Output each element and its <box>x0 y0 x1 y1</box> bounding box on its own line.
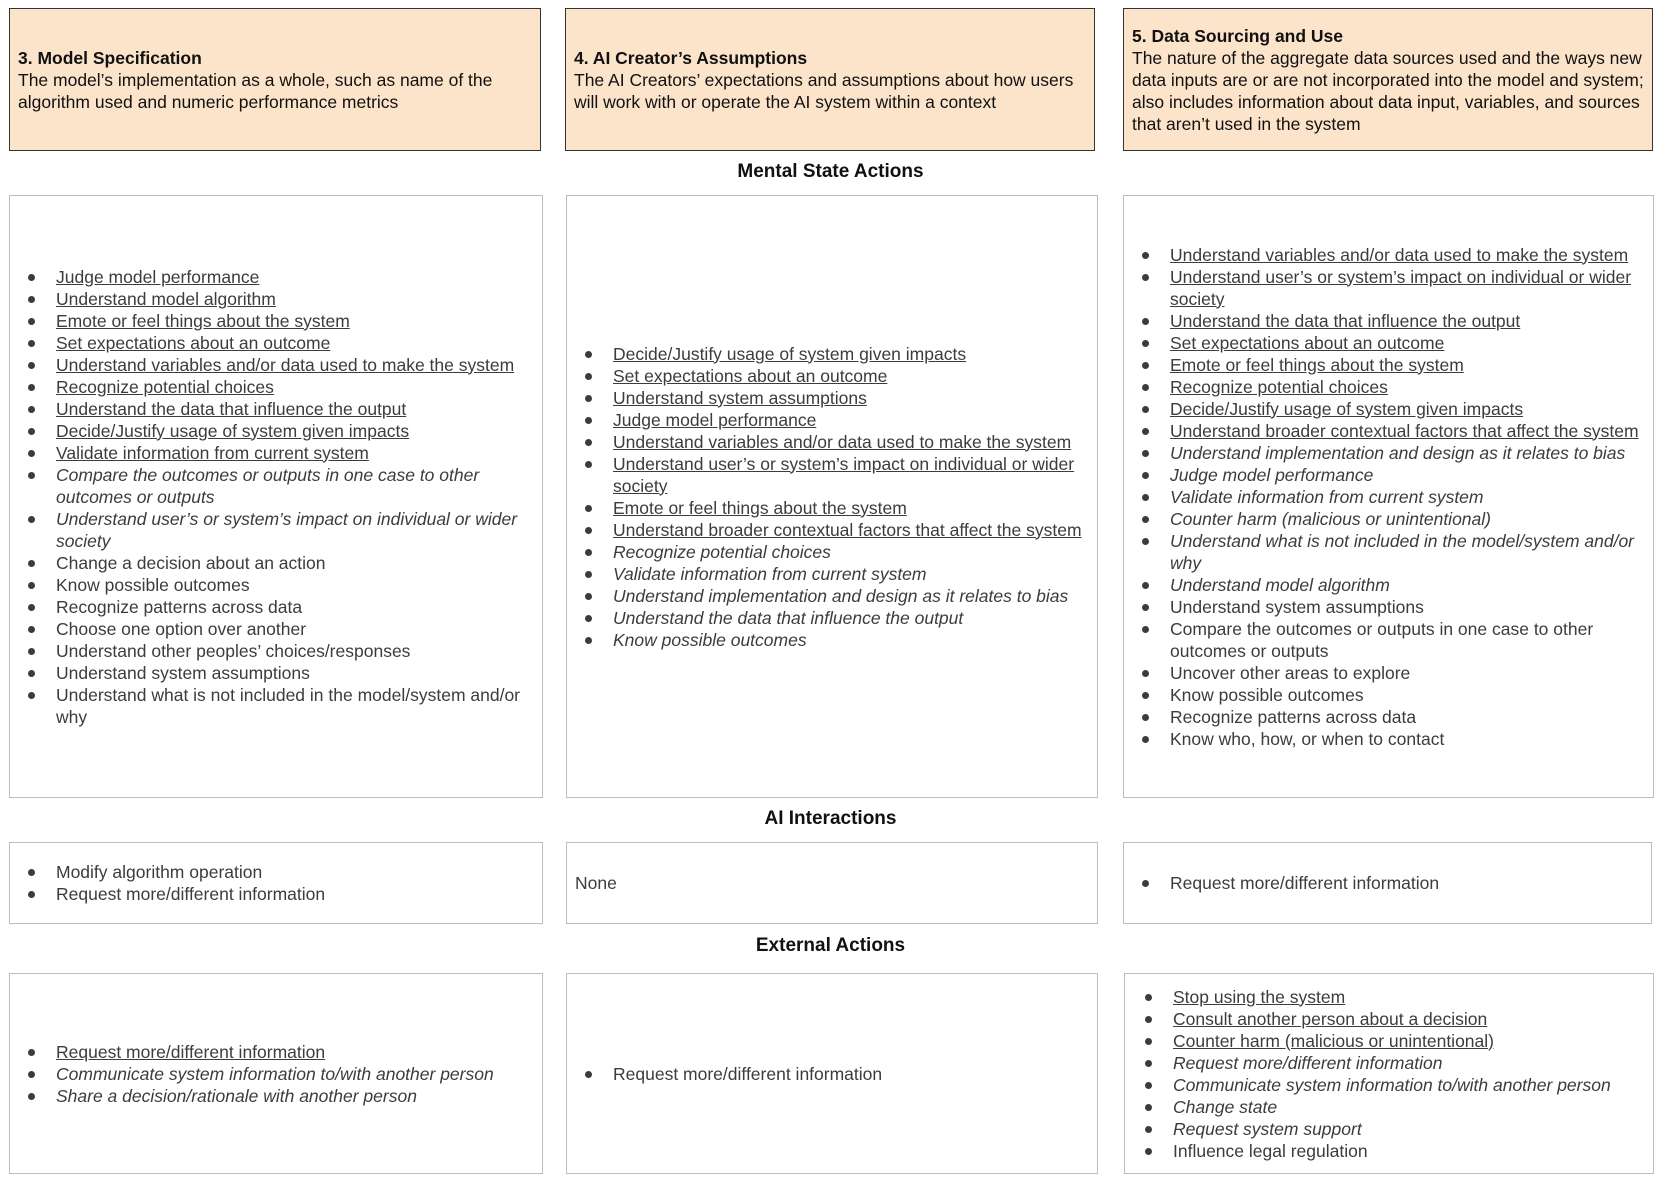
item-list <box>1138 244 1645 750</box>
list-item: Know possible outcomes <box>1138 684 1645 706</box>
list-item: Recognize patterns across data <box>1138 706 1645 728</box>
list-item: Communicate system information to/with another person <box>24 1063 534 1085</box>
ai-cell-model-specification <box>9 842 543 924</box>
list-item: Choose one option over another <box>24 618 534 640</box>
list-item: Share a decision/rationale with another person <box>24 1085 534 1107</box>
list-item: Uncover other areas to explore <box>1138 662 1645 684</box>
list-item: Change state <box>1141 1096 1651 1118</box>
list-item: Understand model algorithm <box>24 288 534 310</box>
list-item: Recognize potential choices <box>1138 376 1645 398</box>
item-list <box>581 1063 1089 1085</box>
list-item: Understand system assumptions <box>1138 596 1645 618</box>
list-item: Understand variables and/or data used to make the system <box>1138 244 1645 266</box>
list-item: Decide/Justify usage of system given impacts <box>24 420 534 442</box>
item-list <box>1138 872 1643 894</box>
list-item: Request more/different information <box>1141 1052 1651 1074</box>
header-ai-creator-assumptions <box>565 8 1095 151</box>
list-item: Recognize potential choices <box>581 541 1089 563</box>
item-list <box>581 343 1089 651</box>
mental-cell-model-specification <box>9 195 543 798</box>
mental-cell-ai-creator-assumptions <box>566 195 1098 798</box>
list-item: Request more/different information <box>24 1041 534 1063</box>
ai-cell-ai-creator-assumptions <box>566 842 1098 924</box>
list-item: Compare the outcomes or outputs in one case to other outcomes or outputs <box>1138 618 1645 662</box>
list-item: Know possible outcomes <box>581 629 1089 651</box>
header-data-sourcing-and-use <box>1123 8 1653 151</box>
list-item: Request more/different information <box>24 883 534 905</box>
list-item: Counter harm (malicious or unintentional) <box>1138 508 1645 530</box>
list-item: Decide/Justify usage of system given impacts <box>581 343 1089 365</box>
list-item: Communicate system information to/with another person <box>1141 1074 1651 1096</box>
list-item: Know who, how, or when to contact <box>1138 728 1645 750</box>
list-item: Understand the data that influence the output <box>24 398 534 420</box>
item-list <box>24 861 534 905</box>
list-item: Counter harm (malicious or unintentional) <box>1141 1030 1651 1052</box>
external-cell-ai-creator-assumptions <box>566 973 1098 1174</box>
list-item: Request system support <box>1141 1118 1651 1140</box>
list-item: Understand what is not included in the model/system and/or why <box>24 684 534 728</box>
header-title: 5. Data Sourcing and Use <box>1132 25 1344 46</box>
list-item: Understand user’s or system’s impact on individual or wider society <box>581 453 1089 497</box>
list-item: Understand system assumptions <box>24 662 534 684</box>
list-item: Set expectations about an outcome <box>24 332 534 354</box>
header-description: The AI Creators’ expectations and assumptions about how users will work with or operate the AI system within a context <box>574 69 1074 112</box>
item-list <box>1141 986 1651 1162</box>
header-title: 3. Model Specification <box>18 47 202 68</box>
list-item: Set expectations about an outcome <box>581 365 1089 387</box>
list-item: Change a decision about an action <box>24 552 534 574</box>
none-text: None <box>575 872 617 893</box>
list-item: Request more/different information <box>581 1063 1089 1085</box>
list-item: Understand model algorithm <box>1138 574 1645 596</box>
list-item: Judge model performance <box>581 409 1089 431</box>
list-item: Compare the outcomes or outputs in one case to other outcomes or outputs <box>24 464 534 508</box>
list-item: Validate information from current system <box>1138 486 1645 508</box>
list-item: Request more/different information <box>1138 872 1643 894</box>
list-item: Modify algorithm operation <box>24 861 534 883</box>
list-item: Understand variables and/or data used to make the system <box>581 431 1089 453</box>
list-item: Emote or feel things about the system <box>24 310 534 332</box>
external-cell-model-specification <box>9 973 543 1174</box>
item-list <box>24 266 534 728</box>
header-title: 4. AI Creator’s Assumptions <box>574 47 808 68</box>
list-item: Recognize patterns across data <box>24 596 534 618</box>
list-item: Understand other peoples’ choices/responses <box>24 640 534 662</box>
list-item: Understand what is not included in the model/system and/or why <box>1138 530 1645 574</box>
section-title-ai-interactions: AI Interactions <box>764 808 897 829</box>
list-item: Understand implementation and design as it relates to bias <box>1138 442 1645 464</box>
list-item: Understand user’s or system’s impact on individual or wider society <box>1138 266 1645 310</box>
list-item: Understand broader contextual factors that affect the system <box>1138 420 1645 442</box>
list-item: Understand the data that influence the output <box>581 607 1089 629</box>
list-item: Know possible outcomes <box>24 574 534 596</box>
header-model-specification <box>9 8 541 151</box>
list-item: Understand user’s or system’s impact on individual or wider society <box>24 508 534 552</box>
header-description: The model’s implementation as a whole, such as name of the algorithm used and numeric performance metrics <box>18 69 493 112</box>
list-item: Decide/Justify usage of system given impacts <box>1138 398 1645 420</box>
item-list <box>24 1041 534 1107</box>
list-item: Stop using the system <box>1141 986 1651 1008</box>
list-item: Recognize potential choices <box>24 376 534 398</box>
list-item: Emote or feel things about the system <box>581 497 1089 519</box>
section-title-external-actions: External Actions <box>755 935 906 956</box>
list-item: Understand broader contextual factors that affect the system <box>581 519 1089 541</box>
mental-cell-data-sourcing <box>1123 195 1654 798</box>
header-description: The nature of the aggregate data sources used and the ways new data inputs are or are not incorporated into the model and system; also includes information about data input, variables, and sources that aren’t used in the system <box>1132 47 1644 134</box>
list-item: Consult another person about a decision <box>1141 1008 1651 1030</box>
list-item: Set expectations about an outcome <box>1138 332 1645 354</box>
list-item: Judge model performance <box>24 266 534 288</box>
external-cell-data-sourcing <box>1124 973 1654 1174</box>
list-item: Understand variables and/or data used to make the system <box>24 354 534 376</box>
list-item: Emote or feel things about the system <box>1138 354 1645 376</box>
section-title-mental-state-actions: Mental State Actions <box>737 161 924 182</box>
list-item: Validate information from current system <box>24 442 534 464</box>
list-item: Judge model performance <box>1138 464 1645 486</box>
list-item: Validate information from current system <box>581 563 1089 585</box>
list-item: Understand the data that influence the output <box>1138 310 1645 332</box>
list-item: Influence legal regulation <box>1141 1140 1651 1162</box>
list-item: Understand system assumptions <box>581 387 1089 409</box>
ai-cell-data-sourcing <box>1123 842 1652 924</box>
list-item: Understand implementation and design as it relates to bias <box>581 585 1089 607</box>
